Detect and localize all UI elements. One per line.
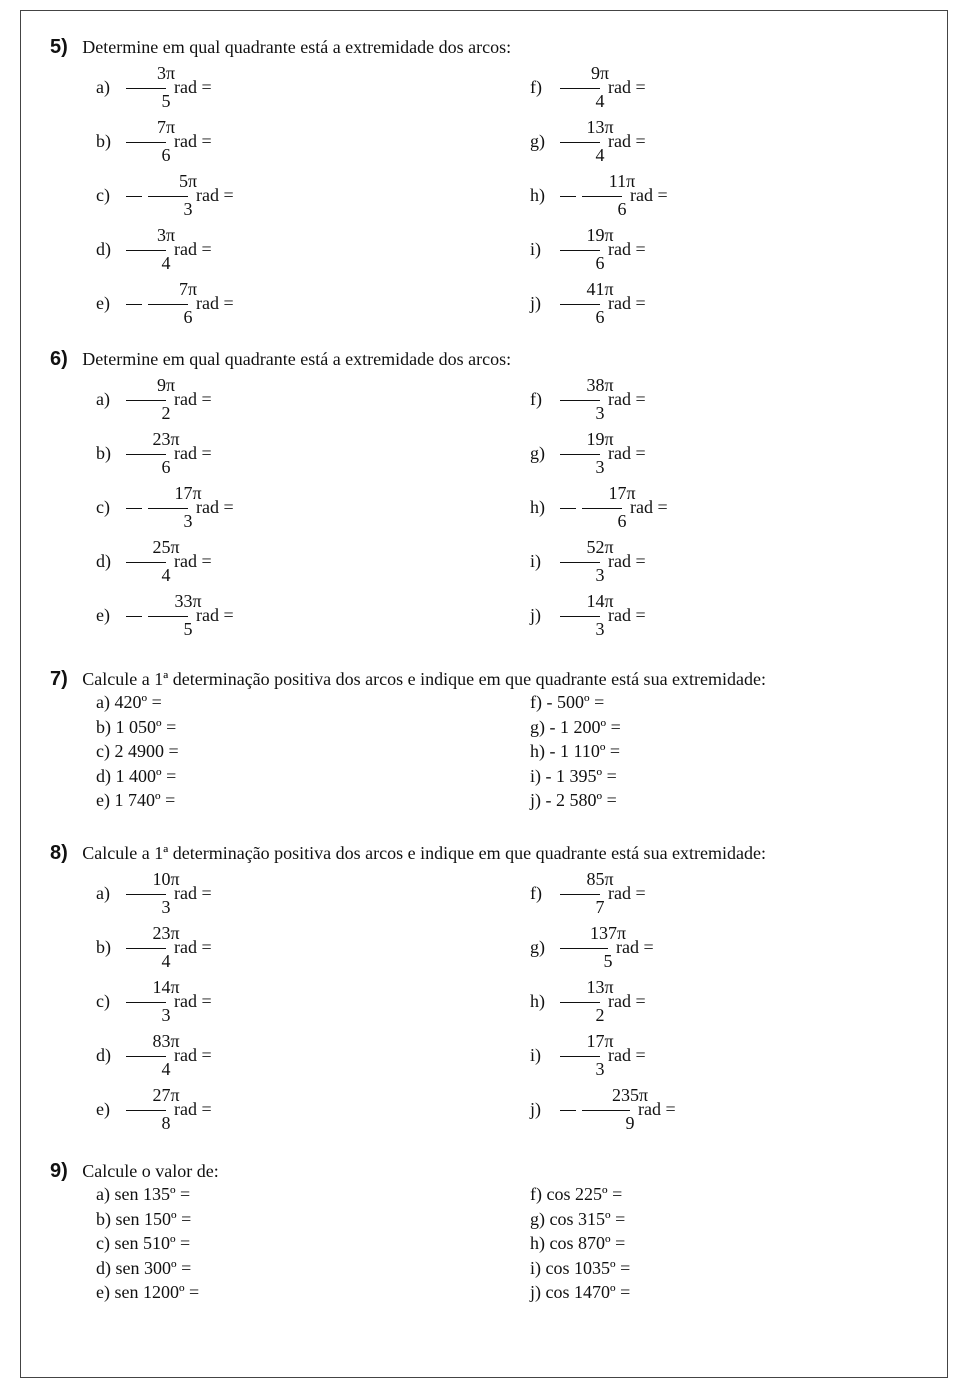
exercise-number: 7): [50, 668, 68, 690]
exercise-title: Determine em qual quadrante está a extremidade dos arcos:: [82, 37, 512, 57]
item-label: i): [530, 551, 541, 571]
rad-equals: rad =: [608, 551, 646, 571]
exercise-item: c) sen 510º =: [96, 1233, 191, 1253]
arc-item: [530, 170, 690, 224]
rad-equals: rad =: [174, 551, 212, 571]
denominator: 3: [595, 457, 605, 477]
denominator: 6: [161, 145, 171, 165]
arc-item: [96, 374, 234, 428]
fraction-bar: [126, 454, 166, 455]
fraction-bar: [560, 250, 600, 251]
arc-item: [96, 116, 234, 170]
fraction: [560, 976, 614, 1030]
item-label: c): [96, 185, 110, 205]
denominator: 3: [183, 511, 193, 531]
fraction-bar: [560, 304, 600, 305]
fraction: [148, 278, 198, 332]
numerator: 3π: [156, 225, 176, 245]
denominator: 6: [617, 199, 627, 219]
item-label: b): [96, 937, 111, 957]
fraction-bar: [126, 1056, 166, 1057]
numerator: 25π: [152, 537, 180, 557]
arc-item: [96, 428, 234, 482]
fraction: [560, 868, 614, 922]
rad-equals: rad =: [174, 77, 212, 97]
exercise-item: i) cos 1035º =: [530, 1257, 631, 1278]
denominator: 5: [603, 951, 613, 971]
item-label: i): [530, 1045, 541, 1065]
exercise-item: b) 1 050º =: [96, 716, 177, 737]
fraction: [126, 922, 180, 976]
fraction-bar: [126, 562, 166, 563]
exercise-item: h) cos 870º =: [530, 1233, 626, 1253]
arc-item: [530, 374, 668, 428]
arc-item: [530, 1084, 698, 1138]
exercise-item: j) - 2 580º =: [530, 790, 617, 810]
denominator: 4: [161, 1059, 171, 1079]
fraction: [560, 922, 627, 976]
fraction-bar: [560, 562, 600, 563]
fraction: [560, 428, 614, 482]
item-label: e): [96, 1099, 110, 1119]
fraction-bar: [560, 454, 600, 455]
minus-sign: [126, 616, 142, 617]
minus-sign: [560, 508, 576, 509]
fraction-bar: [560, 400, 600, 401]
exercise-5-heading: [50, 36, 511, 59]
fraction: [148, 170, 198, 224]
item-label: c): [96, 991, 110, 1011]
rad-equals: rad =: [174, 937, 212, 957]
rad-equals: rad =: [608, 443, 646, 463]
numerator: 11π: [608, 171, 636, 191]
fraction-bar: [582, 196, 622, 197]
denominator: 3: [595, 619, 605, 639]
fraction: [126, 116, 176, 170]
item-label: a): [96, 389, 110, 409]
exercise-7-heading: [50, 668, 766, 691]
fraction: [582, 170, 636, 224]
exercise-8-heading: [50, 842, 766, 865]
fraction-bar: [126, 1110, 166, 1111]
minus-sign: [560, 196, 576, 197]
exercise-item: e) 1 740º =: [96, 790, 176, 810]
item-label: e): [96, 605, 110, 625]
numerator: 5π: [178, 171, 198, 191]
fraction: [560, 590, 614, 644]
exercise-item: d) sen 300º =: [96, 1257, 192, 1278]
exercise-number: 5): [50, 36, 68, 58]
rad-equals: rad =: [174, 389, 212, 409]
item-label: d): [96, 239, 111, 259]
rad-equals: rad =: [174, 1045, 212, 1065]
fraction: [126, 536, 180, 590]
fraction: [582, 1084, 649, 1138]
arc-item: [96, 590, 256, 644]
denominator: 6: [161, 457, 171, 477]
rad-equals: rad =: [174, 883, 212, 903]
numerator: 38π: [586, 375, 614, 395]
fraction: [560, 278, 614, 332]
exercise-item: g) - 1 200º =: [530, 716, 621, 737]
fraction: [560, 116, 614, 170]
exercise-number: 8): [50, 842, 68, 864]
numerator: 13π: [586, 977, 614, 997]
fraction-bar: [126, 400, 166, 401]
exercise-number: 6): [50, 348, 68, 370]
rad-equals: rad =: [196, 497, 234, 517]
exercise-item: i) - 1 395º =: [530, 765, 617, 786]
numerator: 14π: [586, 591, 614, 611]
fraction: [560, 62, 610, 116]
fraction-bar: [126, 948, 166, 949]
numerator: 19π: [586, 225, 614, 245]
minus-sign: [560, 1110, 576, 1111]
fraction-bar: [560, 948, 608, 949]
exercise-item: a) sen 135º =: [96, 1184, 191, 1204]
numerator: 7π: [178, 279, 198, 299]
arc-item: [96, 922, 234, 976]
fraction-bar: [582, 1110, 630, 1111]
arc-item: [96, 224, 234, 278]
fraction-bar: [148, 508, 188, 509]
fraction: [560, 1030, 614, 1084]
rad-equals: rad =: [608, 991, 646, 1011]
arc-item: [96, 1030, 234, 1084]
item-label: g): [530, 937, 545, 957]
rad-equals: rad =: [608, 131, 646, 151]
denominator: 8: [161, 1113, 171, 1133]
fraction-bar: [148, 304, 188, 305]
item-label: f): [530, 883, 542, 903]
fraction: [126, 1084, 180, 1138]
rad-equals: rad =: [174, 443, 212, 463]
arc-item: [96, 62, 234, 116]
denominator: 5: [183, 619, 193, 639]
numerator: 3π: [156, 63, 176, 83]
fraction-bar: [148, 196, 188, 197]
item-label: g): [530, 131, 545, 151]
numerator: 10π: [152, 869, 180, 889]
denominator: 3: [161, 1005, 171, 1025]
denominator: 2: [595, 1005, 605, 1025]
rad-equals: rad =: [608, 389, 646, 409]
fraction-bar: [126, 894, 166, 895]
denominator: 7: [595, 897, 605, 917]
numerator: 17π: [608, 483, 636, 503]
arc-item: [530, 116, 668, 170]
exercise-item: j) cos 1470º =: [530, 1282, 631, 1302]
minus-sign: [126, 196, 142, 197]
denominator: 4: [595, 91, 605, 111]
rad-equals: rad =: [616, 937, 654, 957]
arc-item: [96, 976, 234, 1030]
exercise-number: 9): [50, 1160, 68, 1182]
denominator: 6: [595, 307, 605, 327]
rad-equals: rad =: [174, 239, 212, 259]
rad-equals: rad =: [174, 131, 212, 151]
fraction: [126, 868, 180, 922]
item-label: a): [96, 883, 110, 903]
minus-sign: [126, 508, 142, 509]
arc-item: [96, 482, 256, 536]
rad-equals: rad =: [608, 239, 646, 259]
fraction: [126, 224, 176, 278]
item-label: e): [96, 293, 110, 313]
minus-sign: [126, 304, 142, 305]
fraction-bar: [126, 88, 166, 89]
numerator: 7π: [156, 117, 176, 137]
exercise-title: Determine em qual quadrante está a extremidade dos arcos:: [82, 349, 512, 369]
item-label: b): [96, 131, 111, 151]
exercise-item: g) cos 315º =: [530, 1208, 626, 1229]
numerator: 9π: [590, 63, 610, 83]
arc-item: [530, 868, 668, 922]
item-label: d): [96, 551, 111, 571]
numerator: 17π: [586, 1031, 614, 1051]
rad-equals: rad =: [638, 1099, 676, 1119]
fraction-bar: [560, 616, 600, 617]
denominator: 3: [595, 565, 605, 585]
rad-equals: rad =: [196, 185, 234, 205]
rad-equals: rad =: [608, 77, 646, 97]
fraction-bar: [560, 142, 600, 143]
exercise-item: h) - 1 110º =: [530, 741, 621, 761]
arc-item: [530, 1030, 668, 1084]
fraction-bar: [126, 1002, 166, 1003]
numerator: 52π: [586, 537, 614, 557]
item-label: f): [530, 77, 542, 97]
exercise-item: e) sen 1200º =: [96, 1282, 200, 1302]
arc-item: [530, 976, 668, 1030]
exercise-item: a) 420º =: [96, 692, 162, 712]
denominator: 4: [595, 145, 605, 165]
arc-item: [530, 278, 668, 332]
numerator: 19π: [586, 429, 614, 449]
item-label: i): [530, 239, 541, 259]
exercise-item: c) 2 4900 =: [96, 741, 179, 761]
fraction: [126, 1030, 180, 1084]
fraction-bar: [560, 1002, 600, 1003]
exercise-item: d) 1 400º =: [96, 765, 177, 786]
rad-equals: rad =: [608, 605, 646, 625]
numerator: 85π: [586, 869, 614, 889]
arc-item: [96, 278, 256, 332]
arc-item: [96, 1084, 234, 1138]
fraction: [126, 374, 176, 428]
arc-item: [530, 62, 668, 116]
exercise-9-heading: [50, 1160, 219, 1183]
exercise-item: b) sen 150º =: [96, 1208, 192, 1229]
fraction: [126, 976, 180, 1030]
item-label: j): [530, 293, 541, 313]
denominator: 6: [595, 253, 605, 273]
arc-item: [530, 482, 690, 536]
numerator: 9π: [156, 375, 176, 395]
item-label: f): [530, 389, 542, 409]
rad-equals: rad =: [608, 883, 646, 903]
rad-equals: rad =: [174, 991, 212, 1011]
arc-item: [530, 536, 668, 590]
denominator: 3: [183, 199, 193, 219]
fraction: [582, 482, 636, 536]
fraction-bar: [560, 88, 600, 89]
denominator: 5: [161, 91, 171, 111]
fraction: [560, 224, 614, 278]
item-label: h): [530, 185, 545, 205]
numerator: 137π: [589, 923, 627, 943]
rad-equals: rad =: [196, 605, 234, 625]
numerator: 83π: [152, 1031, 180, 1051]
denominator: 3: [595, 403, 605, 423]
item-label: g): [530, 443, 545, 463]
item-label: j): [530, 605, 541, 625]
numerator: 41π: [586, 279, 614, 299]
arc-item: [530, 922, 676, 976]
item-label: d): [96, 1045, 111, 1065]
exercise-item: f) cos 225º =: [530, 1184, 623, 1204]
arc-item: [530, 428, 668, 482]
fraction: [148, 590, 202, 644]
rad-equals: rad =: [608, 1045, 646, 1065]
item-label: j): [530, 1099, 541, 1119]
fraction-bar: [582, 508, 622, 509]
rad-equals: rad =: [630, 497, 668, 517]
fraction-bar: [560, 1056, 600, 1057]
arc-item: [96, 536, 234, 590]
rad-equals: rad =: [630, 185, 668, 205]
exercise-item: f) - 500º =: [530, 692, 605, 712]
arc-item: [96, 170, 256, 224]
fraction: [148, 482, 202, 536]
fraction: [560, 374, 614, 428]
denominator: 2: [161, 403, 171, 423]
fraction: [560, 536, 614, 590]
denominator: 3: [161, 897, 171, 917]
item-label: c): [96, 497, 110, 517]
arc-item: [530, 590, 668, 644]
numerator: 17π: [174, 483, 202, 503]
item-label: h): [530, 991, 545, 1011]
denominator: 4: [161, 253, 171, 273]
denominator: 4: [161, 565, 171, 585]
item-label: b): [96, 443, 111, 463]
fraction-bar: [560, 894, 600, 895]
numerator: 27π: [152, 1085, 180, 1105]
fraction-bar: [148, 616, 188, 617]
numerator: 33π: [174, 591, 202, 611]
numerator: 23π: [152, 923, 180, 943]
exercise-title: Calcule a 1ª determinação positiva dos arcos e indique em que quadrante está sua extremidade:: [82, 669, 767, 689]
rad-equals: rad =: [196, 293, 234, 313]
numerator: 13π: [586, 117, 614, 137]
numerator: 14π: [152, 977, 180, 997]
rad-equals: rad =: [174, 1099, 212, 1119]
denominator: 3: [595, 1059, 605, 1079]
exercise-title: Calcule o valor de:: [82, 1161, 219, 1181]
numerator: 235π: [611, 1085, 649, 1105]
item-label: a): [96, 77, 110, 97]
fraction: [126, 62, 176, 116]
numerator: 23π: [152, 429, 180, 449]
exercise-6-heading: [50, 348, 511, 371]
fraction-bar: [126, 250, 166, 251]
arc-item: [96, 868, 234, 922]
exercise-title: Calcule a 1ª determinação positiva dos arcos e indique em que quadrante está sua extremidade:: [82, 843, 767, 863]
arc-item: [530, 224, 668, 278]
denominator: 6: [617, 511, 627, 531]
denominator: 9: [625, 1113, 635, 1133]
fraction: [126, 428, 180, 482]
fraction-bar: [126, 142, 166, 143]
denominator: 4: [161, 951, 171, 971]
rad-equals: rad =: [608, 293, 646, 313]
item-label: h): [530, 497, 545, 517]
denominator: 6: [183, 307, 193, 327]
